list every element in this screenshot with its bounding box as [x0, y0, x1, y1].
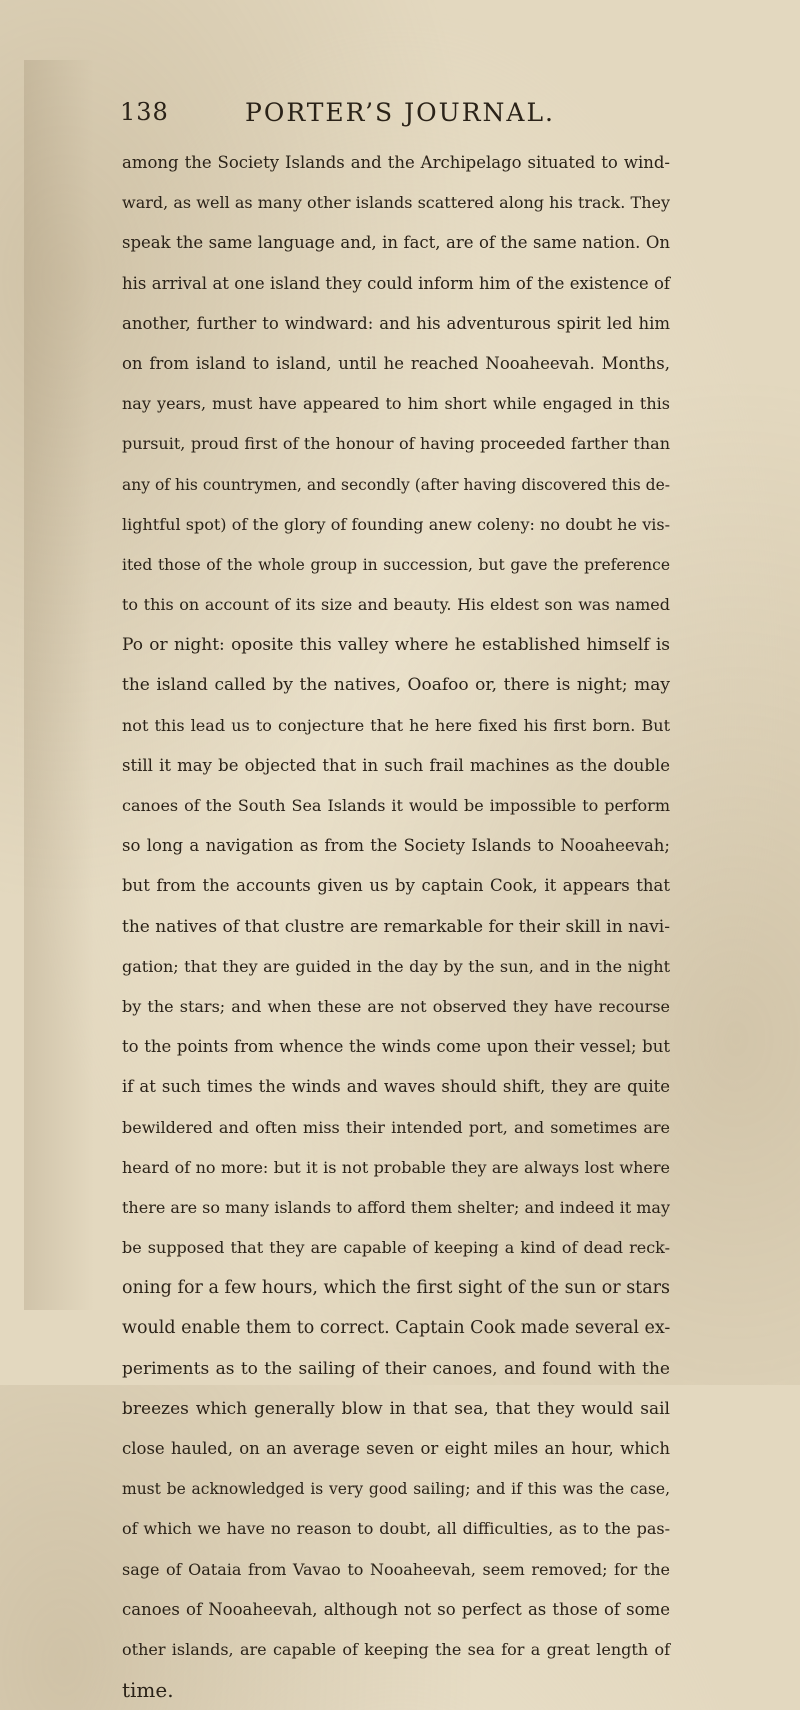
text-line: gation; that they are guided in the day by the sun, and in the night: [122, 956, 670, 976]
text-line: there are so many islands to afford them shelter; and indeed it may: [122, 1197, 670, 1217]
text-line: speak the same language and, in fact, are of the same nation. On: [122, 233, 670, 253]
text-line: another, further to windward: and his adventurous spirit led him: [122, 313, 670, 333]
text-line: by the stars; and when these are not observed they have recourse: [122, 996, 670, 1016]
text-line: breezes which generally blow in that sea, that they would sail: [122, 1398, 670, 1419]
text-line: lightful spot) of the glory of founding anew coleny: no doubt he vis-: [122, 514, 670, 534]
text-line: his arrival at one island they could inform him of the existence of: [122, 273, 670, 293]
text-line: ited those of the whole group in succession, but gave the preference: [122, 555, 670, 574]
text-line: so long a navigation as from the Society Islands to Nooaheevah;: [122, 836, 670, 856]
text-line: bewildered and often miss their intended port, and sometimes are: [122, 1117, 670, 1137]
text-line: the island called by the natives, Ooafoo or, there is night; may: [122, 675, 670, 696]
text-line: oning for a few hours, which the first sight of the sun or stars: [122, 1278, 670, 1299]
text-line: be supposed that they are capable of keeping a kind of dead reck-: [122, 1238, 670, 1258]
text-line: close hauled, on an average seven or eight miles an hour, which: [122, 1439, 670, 1458]
text-line: if at such times the winds and waves should shift, they are quite: [122, 1077, 670, 1097]
text-line: ward, as well as many other islands scattered along his track. They: [122, 193, 670, 213]
text-line: Po or night: oposite this valley where he established himself is: [122, 635, 670, 656]
text-line: to this on account of its size and beauty. His eldest son was named: [122, 595, 670, 615]
text-line: not this lead us to conjecture that he here fixed his first born. But: [122, 715, 670, 735]
text-line: canoes of the South Sea Islands it would be impossible to perform: [122, 796, 670, 815]
running-head: PORTER’S JOURNAL.: [245, 98, 555, 127]
text-line: among the Society Islands and the Archipelago situated to wind-: [122, 153, 670, 172]
page-header: [120, 98, 680, 138]
text-line: heard of no more: but it is not probable they are always lost where: [122, 1157, 670, 1177]
text-line: would enable them to correct. Captain Cook made several ex-: [122, 1318, 671, 1339]
text-line: other islands, are capable of keeping the sea for a great length of: [122, 1639, 670, 1659]
text-line: canoes of Nooaheevah, although not so perfect as those of some: [122, 1599, 670, 1619]
text-line: but from the accounts given us by captain Cook, it appears that: [122, 876, 670, 896]
text-line: periments as to the sailing of their canoes, and found with the: [122, 1358, 670, 1379]
page-number: 138: [120, 98, 169, 126]
text-line: sage of Oataia from Vavao to Nooaheevah, seem removed; for the: [122, 1559, 670, 1579]
text-line: must be acknowledged is very good sailing; and if this was the case,: [122, 1480, 670, 1499]
text-line: time.: [122, 1678, 174, 1703]
page-stain: [24, 60, 94, 1310]
text-line: any of his countrymen, and secondly (after having discovered this de-: [122, 475, 670, 494]
text-line: nay years, must have appeared to him short while engaged in this: [122, 394, 670, 414]
body-text: [122, 143, 670, 1710]
text-line: on from island to island, until he reached Nooaheevah. Months,: [122, 353, 670, 373]
text-line: the natives of that clustre are remarkable for their skill in navi-: [122, 916, 670, 937]
text-line: to the points from whence the winds come upon their vessel; but: [122, 1037, 670, 1057]
text-line: of which we have no reason to doubt, all difficulties, as to the pas-: [122, 1519, 670, 1539]
text-line: still it may be objected that in such frail machines as the double: [122, 755, 670, 775]
text-line: pursuit, proud first of the honour of having proceeded farther than: [122, 434, 670, 454]
